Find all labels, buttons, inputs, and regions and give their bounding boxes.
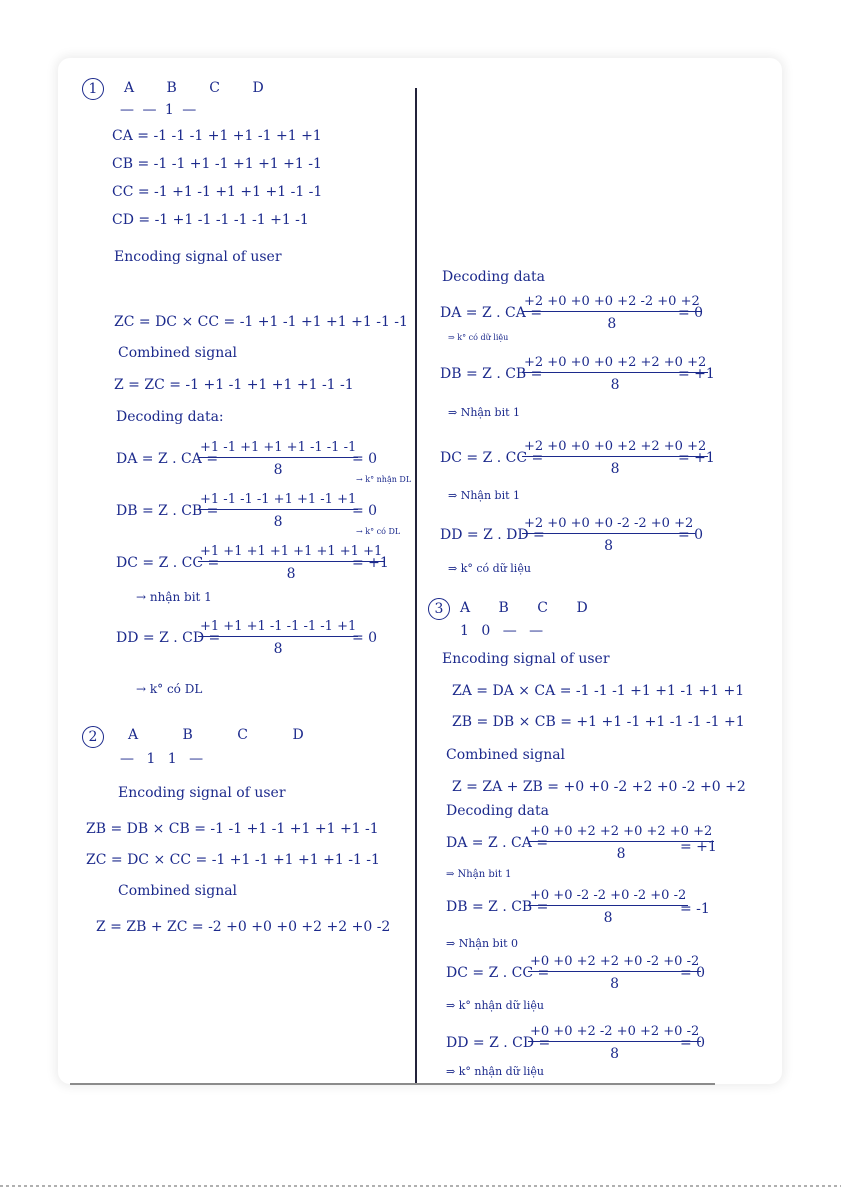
bottom-line bbox=[70, 1083, 715, 1085]
p3-decode-dc-fraction bbox=[528, 954, 701, 992]
problem1-bits: — — 1 — bbox=[120, 102, 199, 118]
p3-decode-dc-lhs: DC = Z . CC = bbox=[446, 965, 550, 981]
problem3-encoding-label: Encoding signal of user bbox=[442, 651, 610, 667]
p1-decode-dc-lhs: DC = Z . CC = bbox=[116, 555, 220, 571]
p2-decode-da-fraction bbox=[522, 294, 702, 332]
p1-decode-db-den: 8 bbox=[273, 514, 283, 530]
p2-decode-dc-den: 8 bbox=[610, 461, 620, 477]
problem1-number: 1 bbox=[82, 78, 104, 100]
p1-decode-db-rhs: = 0 bbox=[352, 503, 378, 519]
p1-decode-dd-rhs: = 0 bbox=[352, 630, 378, 646]
p3-decode-dd-fraction bbox=[528, 1024, 701, 1062]
problem2-combined-label: Combined signal bbox=[118, 883, 238, 899]
problem1-encoding-label: Encoding signal of user bbox=[114, 249, 282, 265]
p2-decode-da-lhs: DA = Z . CA = bbox=[440, 305, 543, 321]
p1-decode-db-note: → k° có DL bbox=[356, 527, 401, 536]
problem2-number: 2 bbox=[82, 726, 104, 748]
p3-decode-dc-note: ⇒ k° nhận dữ liệu bbox=[446, 999, 544, 1012]
problem3-decoding-label: Decoding data bbox=[446, 803, 549, 819]
p3-decode-dd-den: 8 bbox=[610, 1046, 620, 1062]
p3-decode-dd-num: +0 +0 +2 -2 +0 +2 +0 -2 bbox=[528, 1024, 701, 1042]
p3-decode-da-rhs: = +1 bbox=[680, 839, 717, 855]
problem3-zb: ZB = DB × CB = +1 +1 -1 +1 -1 -1 -1 +1 bbox=[452, 714, 745, 730]
p3-decode-db-num: +0 +0 -2 -2 +0 -2 +0 -2 bbox=[528, 888, 688, 906]
p2-decode-db-lhs: DB = Z . CB = bbox=[440, 366, 543, 382]
p1-decode-dd-lhs: DD = Z . CD = bbox=[116, 630, 221, 646]
problem1-combined-label: Combined signal bbox=[118, 345, 238, 361]
p3-decode-da-num: +0 +0 +2 +2 +0 +2 +0 +2 bbox=[528, 824, 714, 842]
problem1-z: Z = ZC = -1 +1 -1 +1 +1 +1 -1 -1 bbox=[114, 377, 354, 393]
problem3-z: Z = ZA + ZB = +0 +0 -2 +2 +0 -2 +0 +2 bbox=[452, 779, 746, 795]
p2-decode-dc-rhs: = +1 bbox=[678, 450, 715, 466]
p1-decode-da-fraction bbox=[198, 440, 358, 478]
p3-decode-db-lhs: DB = Z . CB = bbox=[446, 899, 549, 915]
problem3-combined-label: Combined signal bbox=[446, 747, 566, 763]
p2-decode-dc-lhs: DC = Z . CC = bbox=[440, 450, 544, 466]
problem2-header: A B C D bbox=[128, 727, 324, 743]
code-cc: CC = -1 +1 -1 +1 +1 +1 -1 -1 bbox=[112, 184, 323, 200]
p3-decode-db-fraction bbox=[528, 888, 688, 926]
code-cd: CD = -1 +1 -1 -1 -1 -1 +1 -1 bbox=[112, 212, 309, 228]
p3-decode-dc-den: 8 bbox=[610, 976, 620, 992]
p2-decode-db-den: 8 bbox=[610, 377, 620, 393]
p2-decode-dd-den: 8 bbox=[604, 538, 614, 554]
problem2-z: Z = ZB + ZC = -2 +0 +0 +0 +2 +2 +0 -2 bbox=[96, 919, 391, 935]
p1-decode-dc-note: → nhận bit 1 bbox=[136, 590, 212, 604]
p3-decode-da-den: 8 bbox=[616, 846, 626, 862]
code-ca: CA = -1 -1 -1 +1 +1 -1 +1 +1 bbox=[112, 128, 322, 144]
p1-decode-dd-num: +1 +1 +1 -1 -1 -1 -1 +1 bbox=[198, 619, 358, 637]
p1-decode-da-lhs: DA = Z . CA = bbox=[116, 451, 219, 467]
problem3-za: ZA = DA × CA = -1 -1 -1 +1 +1 -1 +1 +1 bbox=[452, 683, 745, 699]
p1-decode-dd-note: → k° có DL bbox=[136, 682, 203, 696]
p1-decode-dd-den: 8 bbox=[273, 641, 283, 657]
p1-decode-da-num: +1 -1 +1 +1 +1 -1 -1 -1 bbox=[198, 440, 358, 458]
p3-decode-db-rhs: = -1 bbox=[680, 901, 710, 917]
problem2-bits: — 1 1 — bbox=[120, 751, 208, 767]
p3-decode-db-note: ⇒ Nhận bit 0 bbox=[446, 937, 519, 950]
problem3-header: A B C D bbox=[460, 600, 600, 616]
p2-decode-da-note: ⇒ k° có dữ liệu bbox=[448, 333, 509, 342]
p2-decode-dd-rhs: = 0 bbox=[678, 527, 704, 543]
p3-decode-dd-rhs: = 0 bbox=[680, 1035, 706, 1051]
problem1-decoding-label: Decoding data: bbox=[116, 409, 224, 425]
column-divider bbox=[415, 88, 417, 1083]
problem3-number: 3 bbox=[428, 598, 450, 620]
page-edge-dots bbox=[0, 1185, 841, 1187]
p1-decode-da-den: 8 bbox=[273, 462, 283, 478]
problem2-encoding-label: Encoding signal of user bbox=[118, 785, 286, 801]
p2-decode-dc-note: ⇒ Nhận bit 1 bbox=[448, 489, 521, 502]
p1-decode-dd-fraction bbox=[198, 619, 358, 657]
problem2-zb: ZB = DB × CB = -1 -1 +1 -1 +1 +1 +1 -1 bbox=[86, 821, 379, 837]
p2-decode-da-num: +2 +0 +0 +0 +2 -2 +0 +2 bbox=[522, 294, 702, 312]
p3-decode-dc-rhs: = 0 bbox=[680, 965, 706, 981]
p2-decode-db-rhs: = +1 bbox=[678, 366, 715, 382]
p2-decode-dd-fraction bbox=[522, 516, 695, 554]
p2-decode-dd-lhs: DD = Z . DD = bbox=[440, 527, 545, 543]
p1-decode-db-lhs: DB = Z . CB = bbox=[116, 503, 219, 519]
p2-decode-dd-num: +2 +0 +0 +0 -2 -2 +0 +2 bbox=[522, 516, 695, 534]
p3-decode-db-den: 8 bbox=[603, 910, 613, 926]
p1-decode-da-note: → k° nhận DL bbox=[356, 475, 412, 484]
p2-decode-db-num: +2 +0 +0 +0 +2 +2 +0 +2 bbox=[522, 355, 708, 373]
p1-decode-dc-den: 8 bbox=[286, 566, 296, 582]
p1-decode-dc-rhs: = +1 bbox=[352, 555, 389, 571]
problem1-zc: ZC = DC × CC = -1 +1 -1 +1 +1 +1 -1 -1 bbox=[114, 314, 408, 330]
p3-decode-da-note: ⇒ Nhận bit 1 bbox=[446, 869, 512, 880]
p3-decode-da-lhs: DA = Z . CA = bbox=[446, 835, 549, 851]
p2-decode-dc-num: +2 +0 +0 +0 +2 +2 +0 +2 bbox=[522, 439, 708, 457]
p1-decode-db-fraction bbox=[198, 492, 358, 530]
problem3-bits: 1 0 — — bbox=[460, 623, 548, 639]
p2-decode-dd-note: ⇒ k° có dữ liệu bbox=[448, 562, 531, 575]
p2-decode-da-rhs: = 0 bbox=[678, 305, 704, 321]
p2-decoding-label: Decoding data bbox=[442, 269, 545, 285]
p3-decode-dc-num: +0 +0 +2 +2 +0 -2 +0 -2 bbox=[528, 954, 701, 972]
p1-decode-da-rhs: = 0 bbox=[352, 451, 378, 467]
p3-decode-dd-lhs: DD = Z . CD = bbox=[446, 1035, 551, 1051]
problem1-header: A B C D bbox=[124, 80, 278, 96]
p1-decode-db-num: +1 -1 -1 -1 +1 +1 -1 +1 bbox=[198, 492, 358, 510]
p3-decode-dd-note: ⇒ k° nhận dữ liệu bbox=[446, 1065, 544, 1078]
p1-decode-dc-num: +1 +1 +1 +1 +1 +1 +1 +1 bbox=[198, 544, 384, 562]
problem2-zc: ZC = DC × CC = -1 +1 -1 +1 +1 +1 -1 -1 bbox=[86, 852, 380, 868]
p2-decode-da-den: 8 bbox=[607, 316, 617, 332]
code-cb: CB = -1 -1 +1 -1 +1 +1 +1 -1 bbox=[112, 156, 322, 172]
p2-decode-db-note: ⇒ Nhận bit 1 bbox=[448, 406, 521, 419]
